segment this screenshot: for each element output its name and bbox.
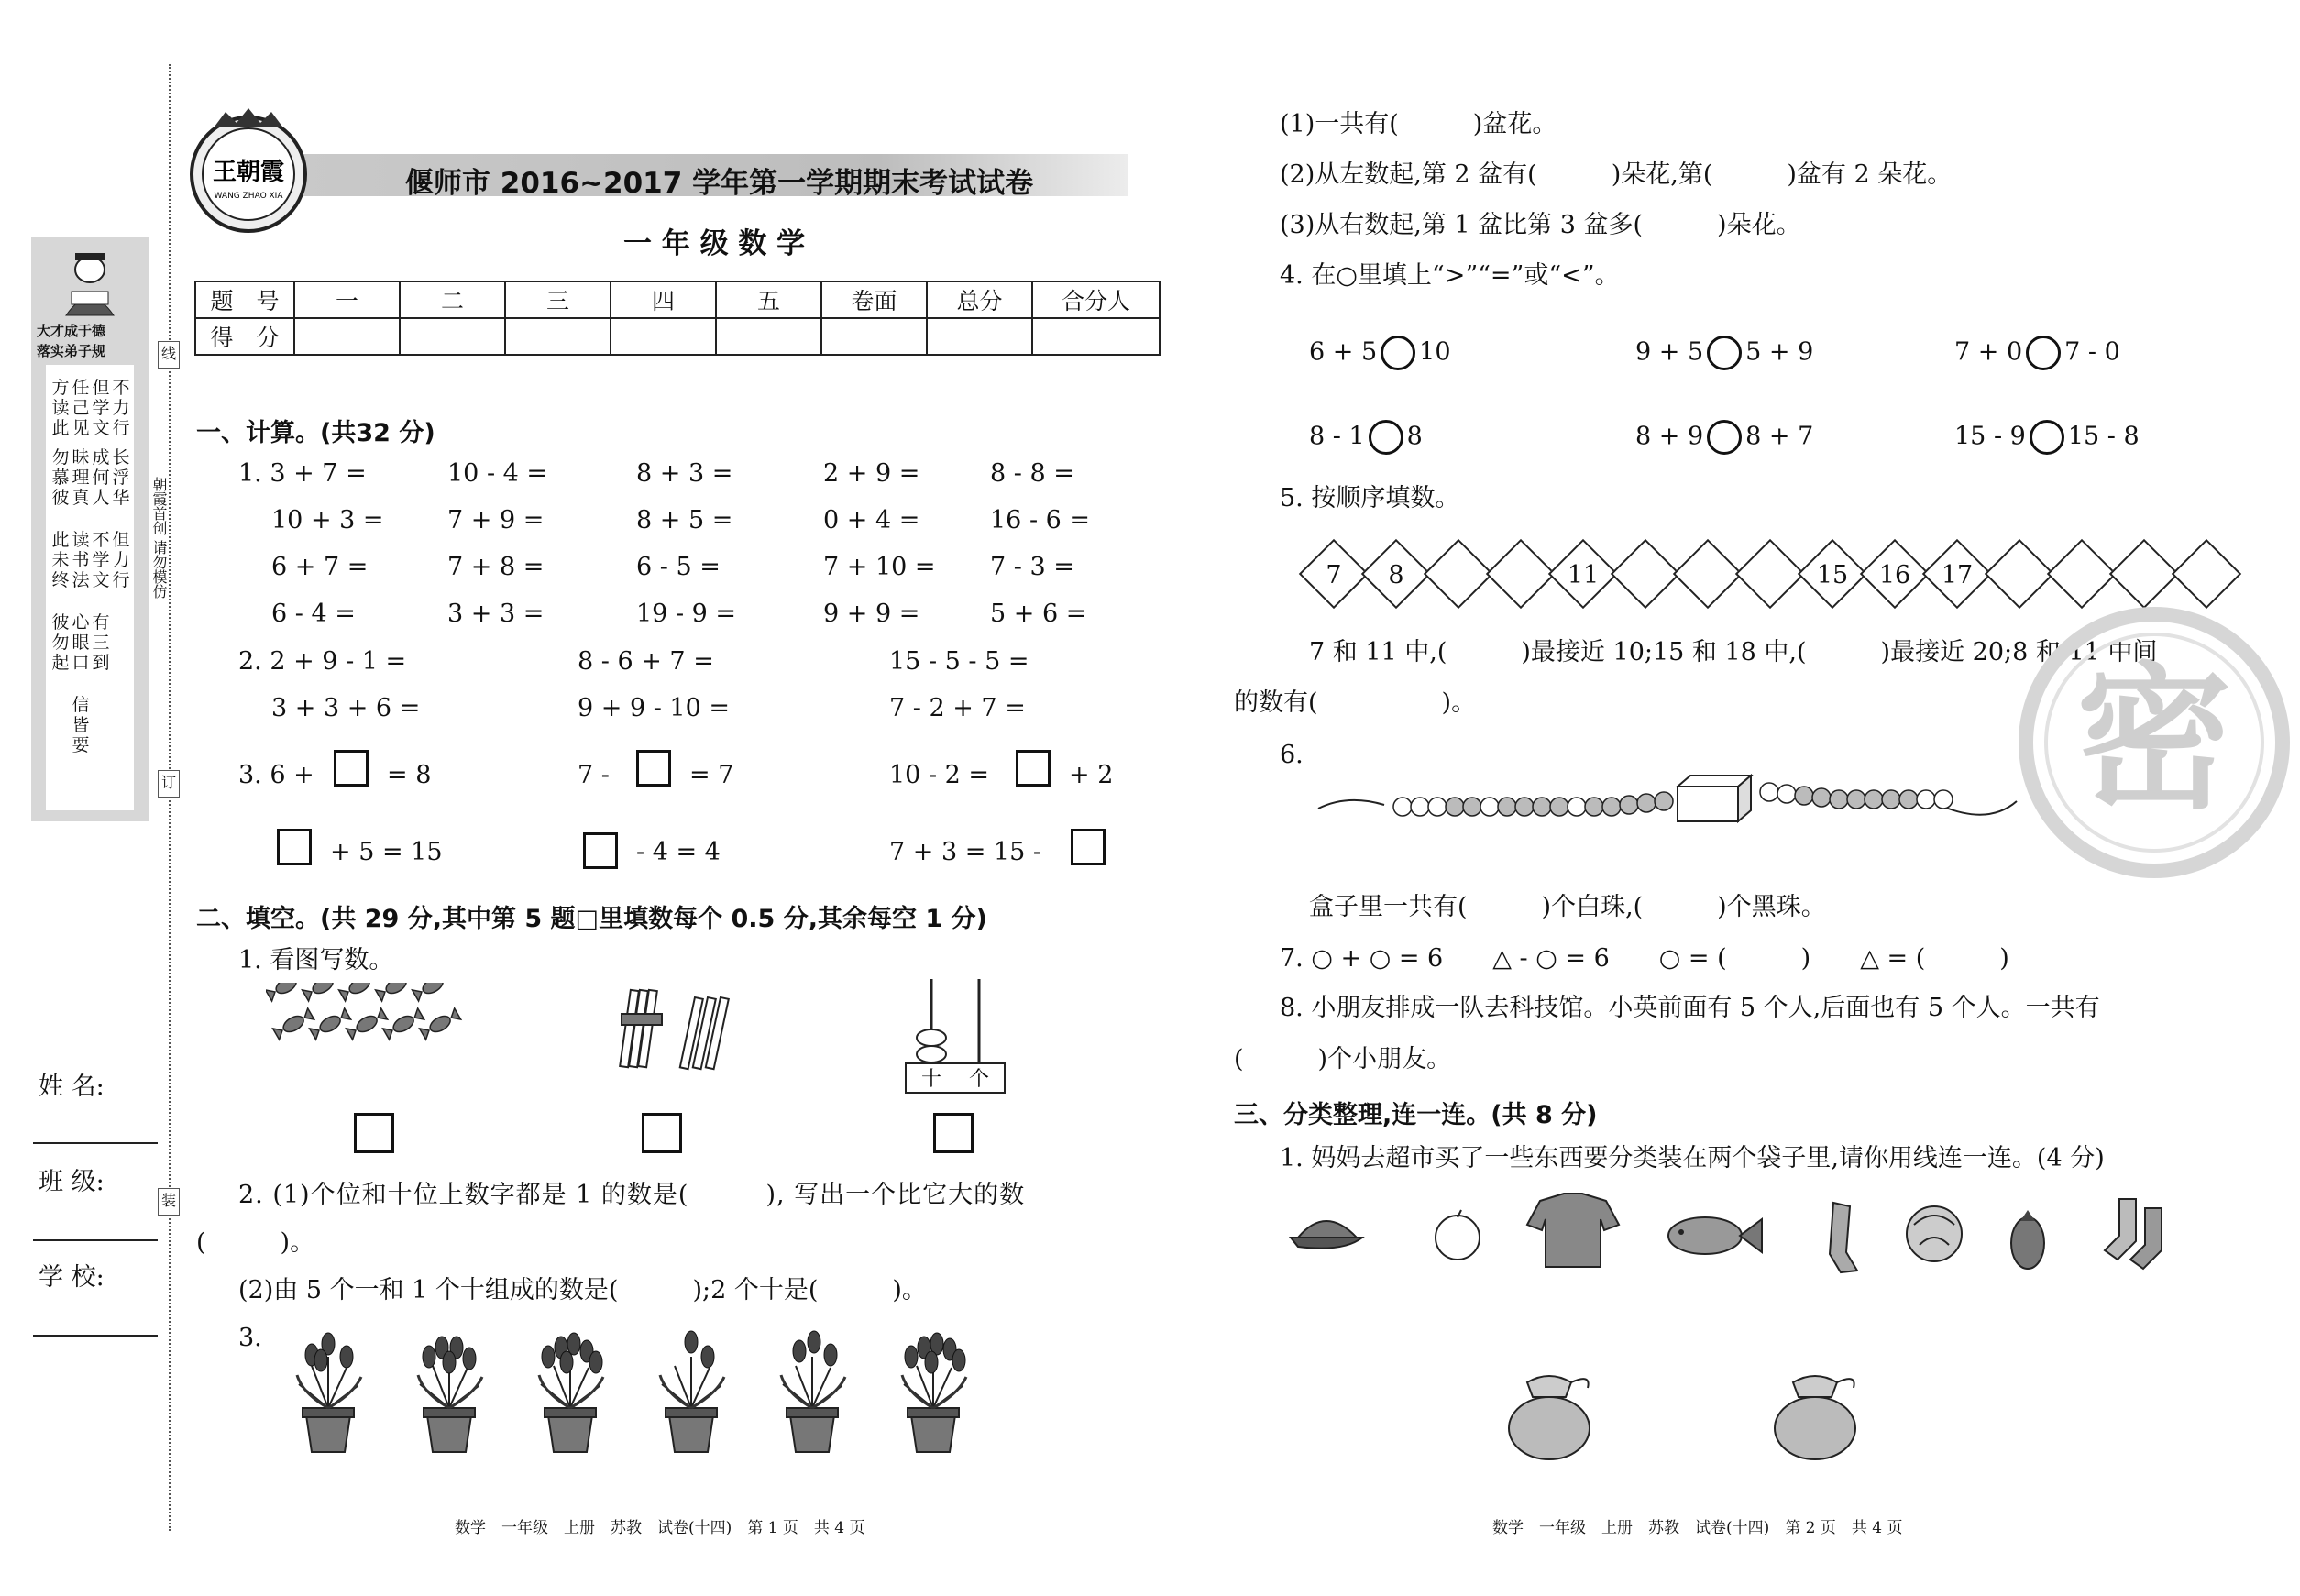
q2-5-text-a: 7 和 11 中,( )最接近 10;15 和 18 中,( )最接近 20;8 和 11 中间 bbox=[1309, 638, 2158, 666]
calc-item: 9 + 9 - 10 = bbox=[578, 694, 730, 722]
motto-col: 方读此 bbox=[51, 378, 70, 438]
footer-left: 数学 一年级 上册 苏教 试卷(十四) 第 1 页 共 4 页 bbox=[455, 1519, 865, 1537]
bead-box bbox=[1678, 776, 1751, 821]
bead bbox=[1428, 798, 1447, 816]
calc-item: - 4 = 4 bbox=[636, 838, 721, 866]
score-cell[interactable] bbox=[716, 318, 821, 355]
motto-col: 此未终 bbox=[51, 530, 70, 590]
exam-title: 偃师市 2016~2017 学年第一学期期末考试试卷 bbox=[405, 167, 1034, 200]
calc-item: 7 - 2 + 7 = bbox=[889, 694, 1026, 722]
answer-box[interactable] bbox=[277, 829, 312, 865]
answer-box[interactable] bbox=[354, 1113, 394, 1153]
bead bbox=[1533, 798, 1551, 816]
bead bbox=[1446, 798, 1464, 816]
q2-2-1b: ( )。 bbox=[196, 1228, 315, 1257]
bead bbox=[1917, 790, 1935, 809]
score-row-label: 得 分 bbox=[195, 318, 294, 355]
sequence-cell[interactable] bbox=[2172, 539, 2241, 609]
calc-item: + 2 bbox=[1069, 761, 1114, 789]
compare-item: 7 + 0 7 - 0 bbox=[1954, 336, 2120, 370]
q2-6: 6. bbox=[1280, 741, 1304, 769]
calc-item: 7 + 9 = bbox=[447, 506, 545, 534]
flowerpot bbox=[418, 1337, 482, 1452]
motto-col: 但学文 bbox=[92, 378, 110, 438]
section3-title: 三、分类整理,连一连。(共 8 分) bbox=[1234, 1101, 1598, 1129]
bead bbox=[1602, 798, 1621, 816]
compare-circle[interactable] bbox=[1369, 420, 1403, 455]
q2-4: 4. 在○里填上“>”“=”或“<”。 bbox=[1280, 261, 1620, 290]
q2-8a: 8. 小朋友排成一队去科技馆。小英前面有 5 个人,后面也有 5 个人。一共有 bbox=[1280, 994, 2100, 1022]
answer-box[interactable] bbox=[933, 1113, 974, 1153]
stamp-text: 密 bbox=[2075, 649, 2233, 831]
bead bbox=[1568, 798, 1586, 816]
section1-title: 一、计算。(共32 分) bbox=[196, 419, 435, 447]
fish-icon bbox=[1668, 1217, 1762, 1254]
calc-item: 0 + 4 = bbox=[823, 506, 920, 534]
answer-box[interactable] bbox=[642, 1113, 682, 1153]
school-label: 学 校: bbox=[39, 1263, 105, 1292]
sequence-label: 17 bbox=[1941, 561, 1974, 589]
score-table bbox=[194, 281, 1161, 356]
sequence-cell[interactable] bbox=[2109, 539, 2179, 609]
motto-title: 大才成于德 bbox=[37, 323, 106, 339]
calc-item: 6 - 4 = bbox=[271, 600, 356, 628]
bead bbox=[1637, 794, 1656, 812]
compare-circle[interactable] bbox=[1381, 336, 1415, 370]
compare-item: 8 - 1 8 bbox=[1309, 420, 1423, 455]
calc-item: 7 + 8 = bbox=[447, 553, 545, 581]
bead bbox=[1550, 798, 1568, 816]
calc-item: 15 - 5 - 5 = bbox=[889, 647, 1029, 676]
calc-item: 7 + 3 = 15 - bbox=[889, 838, 1041, 866]
sequence-label: 16 bbox=[1878, 561, 1911, 589]
secret-stamp bbox=[2017, 605, 2292, 880]
bead bbox=[1934, 790, 1953, 809]
sequence-cell[interactable] bbox=[2047, 539, 2117, 609]
score-header-cell: 卷面 bbox=[821, 281, 927, 318]
compare-item: 15 - 9 15 - 8 bbox=[1954, 420, 2140, 455]
answer-box[interactable] bbox=[583, 832, 618, 869]
score-cell[interactable] bbox=[927, 318, 1032, 355]
answer-box[interactable] bbox=[1071, 829, 1106, 865]
q2-3-3: (3)从右数起,第 1 盆比第 3 盆多( )朵花。 bbox=[1280, 211, 1801, 239]
calc-item: 8 - 6 + 7 = bbox=[578, 647, 714, 676]
compare-item: 6 + 5 10 bbox=[1309, 336, 1451, 370]
shirt-icon bbox=[1527, 1194, 1619, 1267]
bead bbox=[1865, 790, 1883, 809]
sequence-cell[interactable] bbox=[1611, 539, 1680, 609]
motto-col: 勿慕彼 bbox=[51, 447, 70, 508]
bead bbox=[1585, 798, 1603, 816]
bead bbox=[1795, 787, 1813, 805]
motto-col: 不学文 bbox=[92, 530, 110, 590]
q2-8b: ( )个小朋友。 bbox=[1234, 1045, 1452, 1073]
q2-1: 1. 看图写数。 bbox=[238, 946, 394, 974]
footer-right: 数学 一年级 上册 苏教 试卷(十四) 第 2 页 共 4 页 bbox=[1492, 1519, 1903, 1537]
score-header-cell: 四 bbox=[611, 281, 716, 318]
score-cell[interactable] bbox=[821, 318, 927, 355]
binding-mark-3: 装 bbox=[158, 1188, 180, 1216]
calc-item: = 7 bbox=[689, 761, 734, 789]
brand-logo bbox=[180, 103, 317, 240]
bead bbox=[1620, 796, 1638, 814]
sequence-cell[interactable] bbox=[1486, 539, 1556, 609]
bead bbox=[1393, 798, 1412, 816]
shopping-items bbox=[1289, 1192, 2206, 1283]
binding-mark-1: 线 bbox=[158, 341, 180, 369]
score-header-cell: 二 bbox=[400, 281, 505, 318]
socks-icon bbox=[2105, 1199, 2162, 1269]
sequence-label: 7 bbox=[1326, 561, 1342, 589]
calc-item: 7 - bbox=[578, 761, 610, 789]
scarf-icon bbox=[1830, 1203, 1857, 1272]
motto-subtitle: 落实弟子规 bbox=[37, 343, 106, 359]
abacus-tens-label: 十 bbox=[920, 1068, 942, 1091]
motto-strip bbox=[31, 237, 149, 821]
name-field[interactable] bbox=[33, 1142, 158, 1144]
bead bbox=[1411, 798, 1429, 816]
sequence-cell[interactable] bbox=[1985, 539, 2054, 609]
calc-item: + 5 = 15 bbox=[330, 838, 443, 866]
q2-2-2: (2)由 5 个一和 1 个十组成的数是( );2 个十是( )。 bbox=[238, 1276, 927, 1304]
calc-item: 3 + 3 + 6 = bbox=[271, 694, 421, 722]
sequence-cell[interactable] bbox=[1735, 539, 1805, 609]
flowerpot bbox=[539, 1333, 603, 1452]
compare-circle[interactable] bbox=[2026, 336, 2061, 370]
bead bbox=[1498, 798, 1516, 816]
side-note: 朝霞首创 请勿模仿 bbox=[150, 477, 168, 600]
score-cell[interactable] bbox=[505, 318, 611, 355]
shopping-bag-icon bbox=[1500, 1364, 1601, 1465]
sequence-label: 8 bbox=[1388, 561, 1404, 589]
q2-3-2: (2)从左数起,第 2 盆有( )朵花,第( )盆有 2 朵花。 bbox=[1280, 160, 1953, 189]
bead bbox=[1812, 788, 1831, 807]
compare-item: 8 + 9 8 + 7 bbox=[1635, 420, 1813, 455]
calc-item: 10 - 4 = bbox=[447, 459, 548, 488]
calc-item: 19 - 9 = bbox=[636, 600, 737, 628]
motto-col: 读书法 bbox=[72, 530, 90, 590]
calc-item: 6 - 5 = bbox=[636, 553, 721, 581]
answer-box[interactable] bbox=[1016, 750, 1051, 787]
bead bbox=[1830, 790, 1848, 809]
motto-col: 但力行 bbox=[112, 530, 130, 590]
abacus-ones-label: 个 bbox=[968, 1068, 990, 1091]
calc-item: 8 + 5 = bbox=[636, 506, 733, 534]
score-header-cell: 五 bbox=[716, 281, 821, 318]
calc-item: 3. 6 + bbox=[238, 761, 314, 789]
calc-item: 3 + 3 = bbox=[447, 600, 545, 628]
flowerpot bbox=[781, 1331, 845, 1452]
calc-item: 1. 3 + 7 = bbox=[238, 459, 367, 488]
score-header-row bbox=[195, 281, 1160, 318]
bead bbox=[1899, 790, 1918, 809]
motto-col: 成何人 bbox=[92, 447, 110, 508]
cap-icon bbox=[1291, 1221, 1362, 1249]
score-cell[interactable] bbox=[294, 318, 400, 355]
q2-5: 5. 按顺序填数。 bbox=[1280, 484, 1460, 512]
apple-icon bbox=[1436, 1210, 1480, 1260]
scholar-icon bbox=[53, 244, 127, 317]
candy-icon bbox=[266, 983, 477, 1084]
calc-item: 6 + 7 = bbox=[271, 553, 369, 581]
bead bbox=[1760, 783, 1778, 801]
subject-title: 一 年 级 数 学 bbox=[623, 227, 806, 260]
calc-item: 9 + 9 = bbox=[823, 600, 920, 628]
bead bbox=[1847, 790, 1865, 809]
q2-7: 7. ○ + ○ = 6 △ - ○ = 6 ○ = ( ) △ = ( ) bbox=[1280, 944, 2009, 973]
motto-col: 昧理真 bbox=[72, 447, 90, 508]
cabbage-icon bbox=[1907, 1206, 1962, 1261]
name-label: 姓 名: bbox=[39, 1073, 105, 1101]
sequence-cell[interactable] bbox=[1673, 539, 1743, 609]
bead bbox=[1463, 798, 1481, 816]
calc-item: 2 + 9 = bbox=[823, 459, 920, 488]
binding-line bbox=[169, 64, 171, 1531]
score-header-cell: 一 bbox=[294, 281, 400, 318]
q2-3-1: (1)一共有( )盆花。 bbox=[1280, 110, 1557, 138]
calc-item: 16 - 6 = bbox=[990, 506, 1091, 534]
score-header-cell: 题 号 bbox=[195, 281, 294, 318]
motto-col: 任己见 bbox=[72, 378, 90, 438]
compare-item: 9 + 5 5 + 9 bbox=[1635, 336, 1813, 370]
calc-item: = 8 bbox=[387, 761, 432, 789]
motto-col: 有三到 bbox=[92, 612, 110, 673]
bead bbox=[1777, 785, 1796, 803]
abacus-icon bbox=[902, 977, 1012, 1100]
score-cell[interactable] bbox=[611, 318, 716, 355]
motto-col: 信皆要 bbox=[72, 695, 90, 755]
calc-item: 8 + 3 = bbox=[636, 459, 733, 488]
motto-col: 心眼口 bbox=[72, 612, 90, 673]
bead bbox=[1515, 798, 1534, 816]
calc-item: 8 - 8 = bbox=[990, 459, 1074, 488]
bead bbox=[1882, 790, 1900, 809]
flowerpot bbox=[297, 1333, 361, 1452]
q2-3: 3. bbox=[238, 1324, 262, 1352]
score-header-cell: 合分人 bbox=[1032, 281, 1160, 318]
sequence-label: 15 bbox=[1816, 561, 1849, 589]
q3-1: 1. 妈妈去超市买了一些东西要分类装在两个袋子里,请你用线连一连。(4 分) bbox=[1280, 1144, 2105, 1172]
section2-title: 二、填空。(共 29 分,其中第 5 题□里填数每个 0.5 分,其余每空 1 分) bbox=[196, 905, 987, 933]
score-row bbox=[195, 318, 1160, 355]
beads-illustration bbox=[1311, 766, 2026, 840]
brand-sub: WANG ZHAO XIA bbox=[214, 192, 283, 201]
binding-mark-2: 订 bbox=[158, 770, 180, 798]
calc-item: 10 - 2 = bbox=[889, 761, 990, 789]
shopping-bag-icon bbox=[1766, 1364, 1866, 1465]
flowerpot bbox=[660, 1331, 724, 1452]
motto-panel bbox=[46, 365, 134, 810]
eggplant-icon bbox=[2011, 1210, 2044, 1269]
compare-circle[interactable] bbox=[1707, 420, 1742, 455]
school-field[interactable] bbox=[33, 1335, 158, 1337]
calc-item: 5 + 6 = bbox=[990, 600, 1087, 628]
calc-item: 2. 2 + 9 - 1 = bbox=[238, 647, 407, 676]
score-header-cell: 总分 bbox=[927, 281, 1032, 318]
calc-item: 10 + 3 = bbox=[271, 506, 384, 534]
score-header-cell: 三 bbox=[505, 281, 611, 318]
class-label: 班 级: bbox=[39, 1168, 105, 1196]
motto-col: 长浮华 bbox=[112, 447, 130, 508]
q2-2-1a: 2. (1)个位和十位上数字都是 1 的数是( ), 写出一个比它大的数 bbox=[238, 1181, 1026, 1209]
bead bbox=[1655, 792, 1673, 810]
score-cell[interactable] bbox=[400, 318, 505, 355]
q2-5-text-b: 的数有( )。 bbox=[1234, 688, 1477, 717]
brand-name: 王朝霞 bbox=[212, 159, 285, 186]
motto-col: 彼勿起 bbox=[51, 612, 70, 673]
answer-box[interactable] bbox=[334, 750, 369, 787]
class-field[interactable] bbox=[33, 1239, 158, 1241]
sequence-cell[interactable] bbox=[1424, 539, 1493, 609]
compare-circle[interactable] bbox=[2030, 420, 2064, 455]
sequence-label: 11 bbox=[1567, 561, 1600, 589]
calc-item: 7 + 10 = bbox=[823, 553, 936, 581]
flowerpot bbox=[902, 1333, 966, 1452]
q2-6-text: 盒子里一共有( )个白珠,( )个黑珠。 bbox=[1309, 893, 1826, 921]
compare-circle[interactable] bbox=[1707, 336, 1742, 370]
answer-box[interactable] bbox=[636, 750, 671, 787]
motto-col: 不力行 bbox=[112, 378, 130, 438]
sticks-icon bbox=[609, 986, 737, 1078]
flowerpots-illustration bbox=[293, 1320, 1008, 1458]
bead bbox=[1480, 798, 1499, 816]
calc-item: 7 - 3 = bbox=[990, 553, 1074, 581]
score-cell[interactable] bbox=[1032, 318, 1160, 355]
